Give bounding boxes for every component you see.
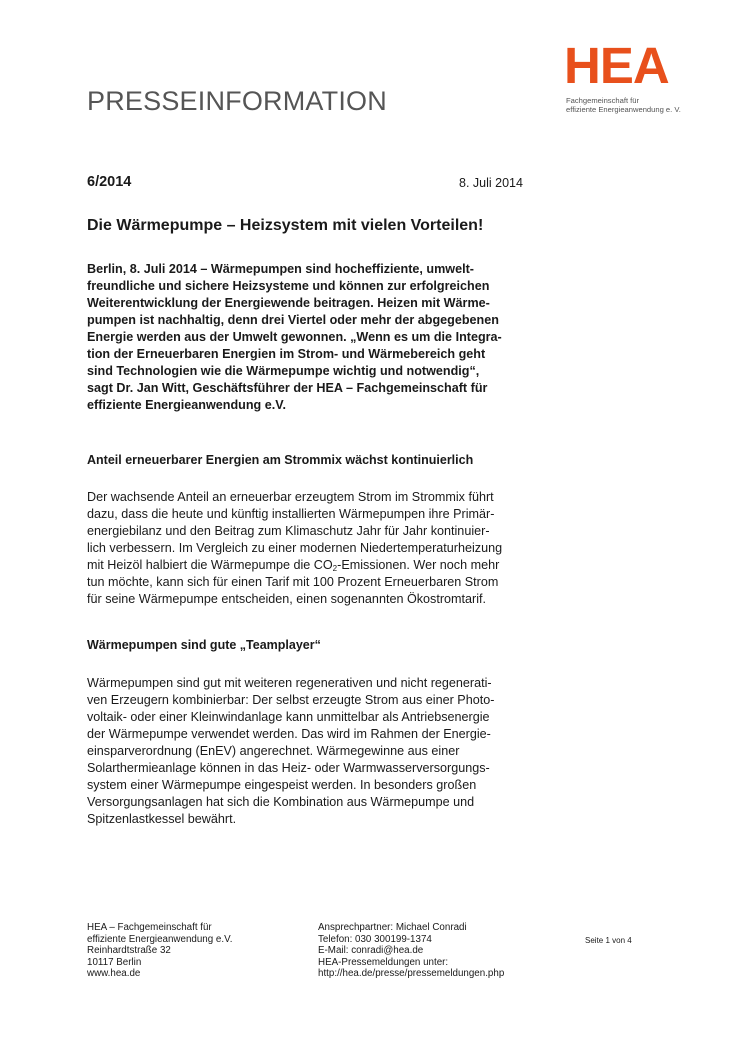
footer-address <box>87 922 232 980</box>
body-line: lich verbessern. Im Vergleich zu einer modernen Niedertemperaturheizung <box>87 541 503 555</box>
body-line: für seine Wärmepumpe entscheiden, einen sogenannten Ökostromtarif. <box>87 592 487 606</box>
footer-address-line: HEA – Fachgemeinschaft für <box>87 922 212 933</box>
footer-address-line: 10117 Berlin <box>87 956 142 968</box>
lead-line: effiziente Energieanwendung e.V. <box>87 398 286 412</box>
footer-press-link[interactable]: http://hea.de/presse/pressemeldungen.php <box>318 968 505 980</box>
hea-logo-subtitle <box>566 96 681 114</box>
lead-line: Energie werden aus der Umwelt gewonnen. „Wenn es um die Integra- <box>87 330 502 344</box>
lead-line: tion der Erneuerbaren Energien im Strom- und Wärmebereich geht <box>87 347 486 361</box>
logo-subtitle-line: effiziente Energieanwendung e. V. <box>566 105 681 114</box>
co2-subscript: 2 <box>332 564 338 573</box>
page-number: Seite 1 von 4 <box>585 936 632 945</box>
body-line: voltaik- oder einer Kleinwindanlage kann unmittelbar als Antriebsenergie <box>87 710 490 724</box>
body-line: einsparverordnung (EnEV) angerechnet. Wärmegewinne aus einer <box>87 744 460 758</box>
issue-date: 8. Juli 2014 <box>459 176 523 190</box>
body-line: energiebilanz und den Beitrag zum Klimaschutz Jahr für Jahr kontinuier- <box>87 524 490 538</box>
footer-contact-person: Ansprechpartner: Michael Conradi <box>318 922 467 933</box>
body-line: Wärmepumpen sind gut mit weiteren regenerativen und nicht regenerati- <box>87 676 492 690</box>
body-line: Spitzenlastkessel bewährt. <box>87 812 237 826</box>
lead-line: pumpen ist nachhaltig, denn drei Viertel oder mehr der abgegebenen <box>87 313 499 327</box>
footer-email-link[interactable]: E-Mail: conradi@hea.de <box>318 945 424 957</box>
lead-line: freundliche und sichere Heizsysteme und können zur erfolgreichen <box>87 279 490 293</box>
footer-phone: Telefon: 030 300199-1374 <box>318 933 432 945</box>
lead-line: Berlin, 8. Juli 2014 – Wärmepumpen sind hocheffiziente, umwelt- <box>87 262 474 276</box>
issue-number: 6/2014 <box>87 174 132 190</box>
page-title: PRESSEINFORMATION <box>87 86 387 116</box>
body-line: system einer Wärmepumpe eingespeist werden. In besonders großen <box>87 778 477 792</box>
body-line: Solarthermieanlage können in das Heiz- oder Warmwasserversorgungs- <box>87 761 490 775</box>
lead-line: sind Technologien wie die Wärmepumpe wichtig und notwendig“, <box>87 364 480 378</box>
body-line: Versorgungsanlagen hat sich die Kombination aus Wärmepumpe und <box>87 795 475 809</box>
footer-address-line: effiziente Energieanwendung e.V. <box>87 933 233 945</box>
body-line-co2 <box>87 557 567 574</box>
lead-line: sagt Dr. Jan Witt, Geschäftsführer der HEA – Fachgemeinschaft für <box>87 381 488 395</box>
section2-heading: Wärmepumpen sind gute „Teamplayer“ <box>87 638 321 652</box>
footer-website-link[interactable]: www.hea.de <box>87 968 141 980</box>
section2-body <box>87 675 567 828</box>
body-line: der Wärmepumpe verwendet werden. Das wird im Rahmen der Energie- <box>87 727 491 741</box>
footer-address-line: Reinhardtstraße 32 <box>87 945 171 957</box>
co2-before: mit Heizöl halbiert die Wärmepumpe die CO <box>87 558 333 572</box>
footer-press-label: HEA-Pressemeldungen unter: <box>318 956 449 968</box>
body-line: ven Erzeugern kombinierbar: Der selbst erzeugte Strom aus einer Photo- <box>87 693 495 707</box>
section1-heading: Anteil erneuerbarer Energien am Strommix wächst kontinuierlich <box>87 453 474 467</box>
headline: Die Wärmepumpe – Heizsystem mit vielen Vorteilen! <box>87 217 484 234</box>
lead-paragraph <box>87 261 567 414</box>
body-line: Der wachsende Anteil an erneuerbar erzeugtem Strom im Strommix führt <box>87 490 494 504</box>
body-line: dazu, dass die heute und künftig installierten Wärmepumpen ihre Primär- <box>87 507 495 521</box>
body-line: tun möchte, kann sich für einen Tarif mit 100 Prozent Erneuerbaren Strom <box>87 575 499 589</box>
co2-after: -Emissionen. Wer noch mehr <box>337 558 500 572</box>
logo-subtitle-line: Fachgemeinschaft für <box>566 96 640 105</box>
hea-logo: HEA <box>564 37 669 94</box>
lead-line: Weiterentwicklung der Energiewende beitragen. Heizen mit Wärme- <box>87 296 490 310</box>
footer-contact <box>318 922 504 980</box>
section1-body <box>87 489 567 608</box>
